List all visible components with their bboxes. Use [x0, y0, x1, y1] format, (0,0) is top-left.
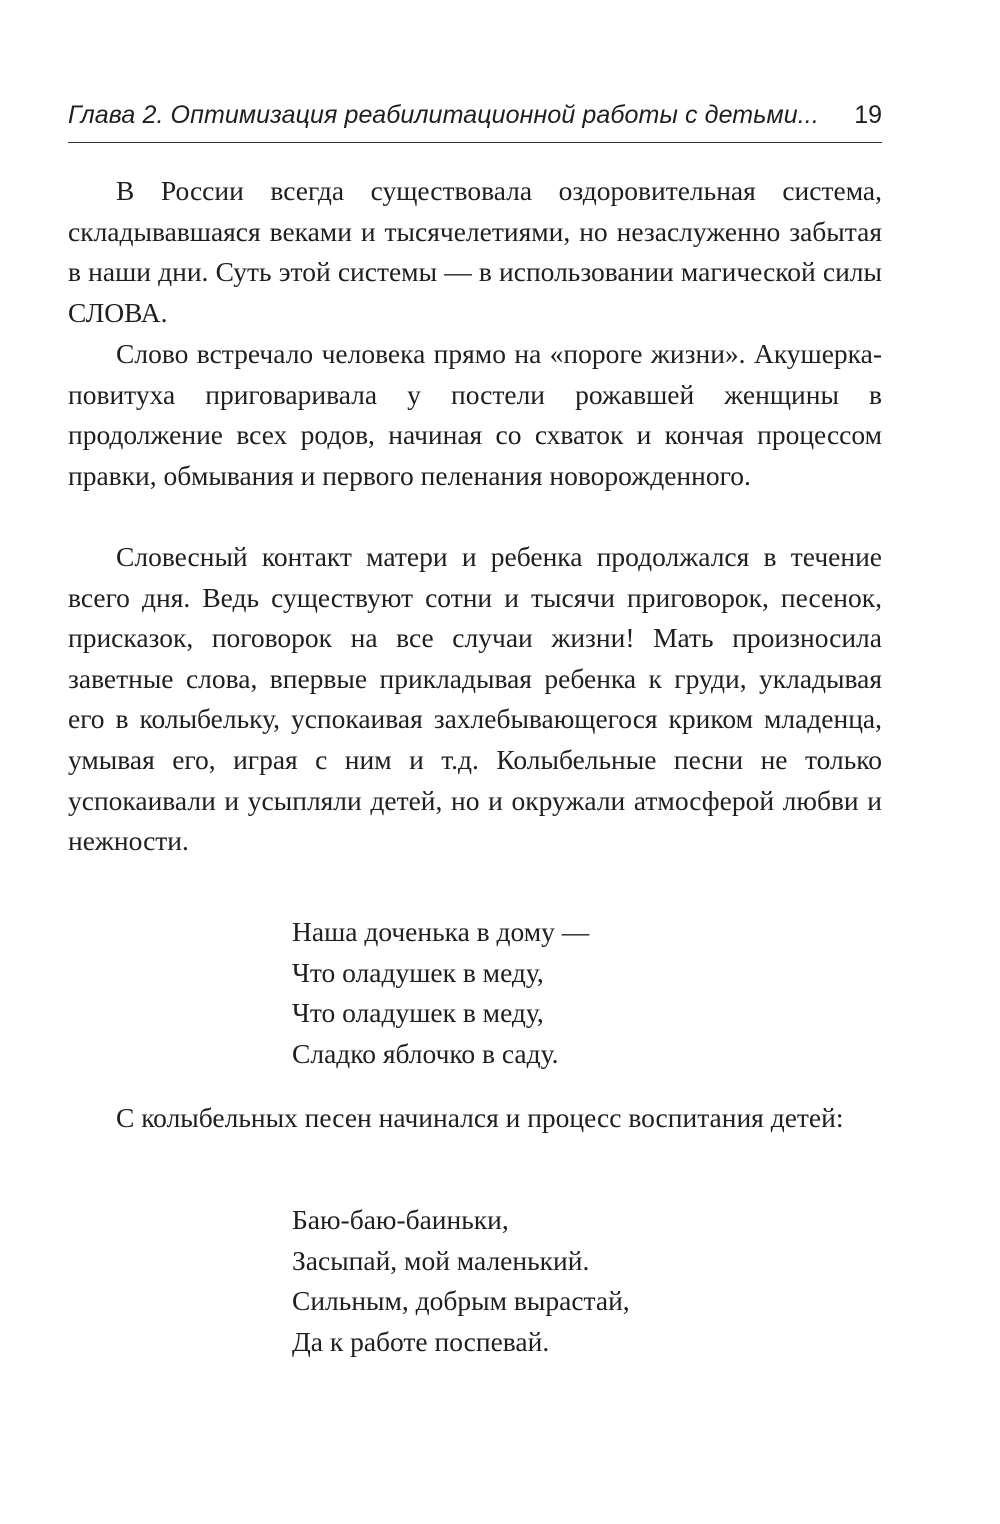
- verse-line: Сладко яблочко в саду.: [292, 1037, 559, 1069]
- verse-line: Что оладушек в меду,: [292, 956, 544, 988]
- paragraph-russian-health-system: В России всегда существовала оздоровительная система, складывавшаяся веками и тысячелетиями, но незаслуженно забытая в наши дни. Суть этой системы — в использовании магической силы СЛОВА.: [68, 175, 882, 328]
- verse-line: Да к работе поспевай.: [292, 1325, 550, 1357]
- verse-line: Баю-баю-баиньки,: [292, 1204, 509, 1235]
- verse-line: Что оладушек в меду,: [292, 997, 544, 1029]
- lullaby-verse-daughter: [292, 912, 852, 1074]
- verse-line: Наша доченька в дому —: [292, 916, 590, 947]
- paragraph-threshold-of-life: Слово встречало человека прямо на «пороге жизни». Акушерка-повитуха приговаривала у постели рожавшей женщины в продолжение всех родов, начиная со схваток и кончая процессом правки, обмывания и первого пеленания новорожденного.: [68, 338, 882, 491]
- verse-line: Сильным, добрым вырастай,: [292, 1285, 630, 1317]
- header-divider: [68, 142, 882, 143]
- running-header: [68, 98, 882, 142]
- verse-line: Засыпай, мой маленький.: [292, 1244, 590, 1276]
- paragraph-upbringing: С колыбельных песен начинался и процесс воспитания детей:: [116, 1102, 844, 1133]
- chapter-title: Глава 2. Оптимизация реабилитационной работы с детьми...: [68, 101, 819, 129]
- page-number: 19: [854, 101, 882, 129]
- paragraph-verbal-contact: Словесный контакт матери и ребенка продолжался в течение всего дня. Ведь существуют сотни и тысячи приговорок, песенок, присказок, поговорок на все случаи жизни! Мать произносила заветные слова, впервые прикладывая ребенка к груди, укладывая его в колыбельку, успокаивая захлебывающегося криком младенца, умывая его, играя с ним и т.д. Колыбельные песни не только успокаивали и усыпляли детей, но и окружали атмосферой любви и нежности.: [68, 541, 882, 857]
- lullaby-verse-bayu: [292, 1200, 852, 1362]
